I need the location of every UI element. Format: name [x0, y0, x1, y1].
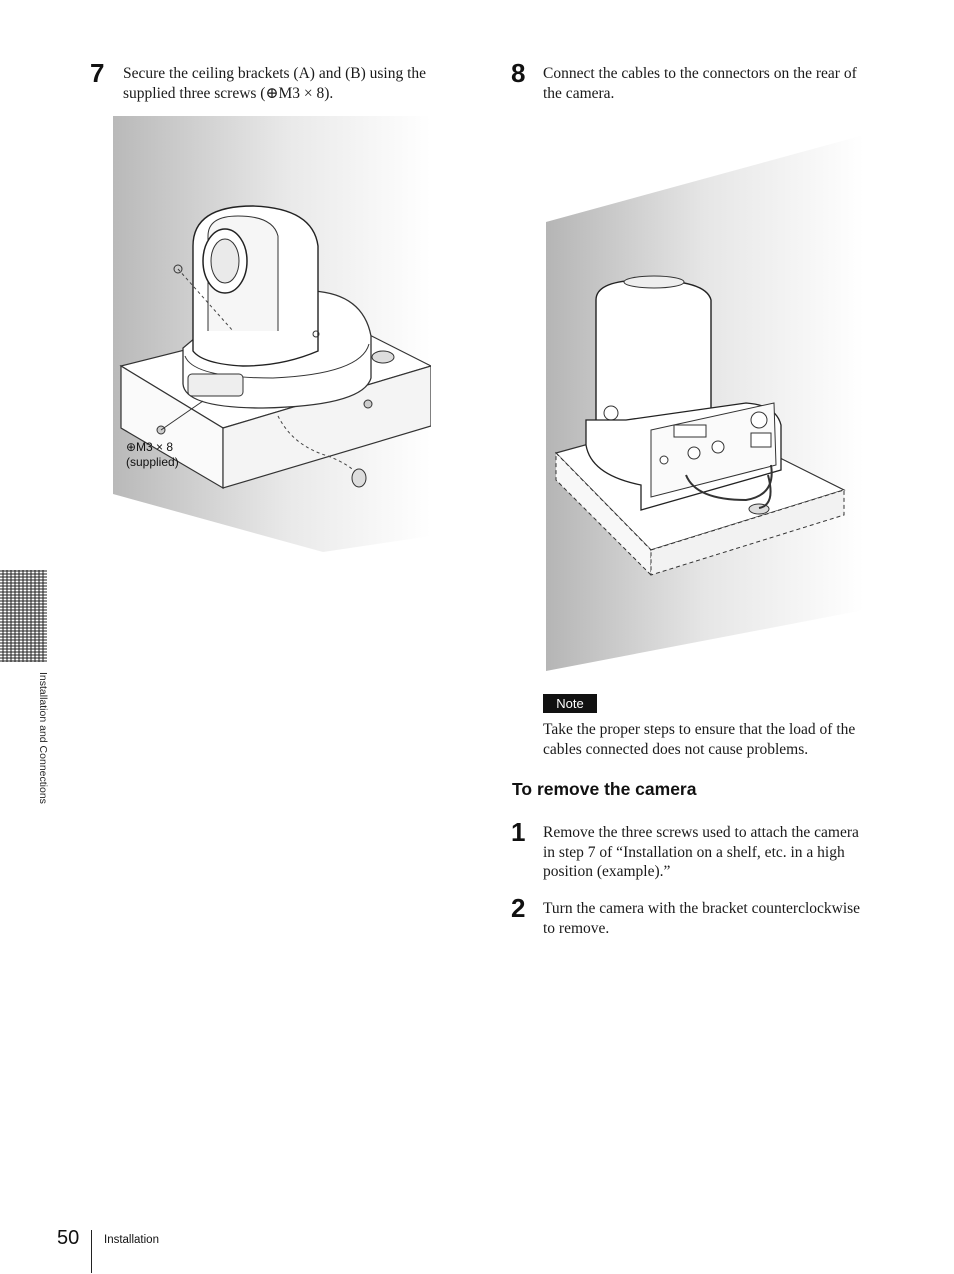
step-7-number: 7 — [90, 58, 105, 88]
remove-step-2-number: 2 — [511, 893, 526, 923]
sidebar-section-tab — [0, 570, 47, 662]
remove-step-1-line1: Remove the three screws used to attach the camera — [543, 824, 859, 841]
step-7-text-line2: supplied three screws (⊕M3 × 8). — [123, 84, 334, 102]
figure-7-screw-callout — [126, 440, 179, 470]
step-8-text-line2: the camera. — [543, 84, 615, 102]
remove-step-2-line2: to remove. — [543, 919, 610, 937]
step-7-text — [123, 64, 426, 103]
note-text-line2: cables connected does not cause problems. — [543, 740, 809, 758]
remove-step-2-line1: Turn the camera with the bracket counterclockwise — [543, 900, 861, 917]
callout-line1: ⊕M3 × 8 — [126, 440, 174, 454]
figure-step-8-camera-rear-connections — [546, 135, 864, 671]
step-8-text — [543, 64, 857, 103]
figure-step-7-camera-ceiling-mount — [113, 116, 431, 552]
callout-line2: (supplied) — [126, 455, 179, 469]
page-number: 50 — [57, 1227, 80, 1249]
remove-step-1-line2: in step 7 of “Installation on a shelf, etc. in a high — [543, 843, 845, 861]
footer-section-label: Installation — [104, 1234, 159, 1246]
remove-step-1-text — [543, 823, 859, 882]
step-8-number: 8 — [511, 58, 526, 88]
sidebar-section-label: Installation and Connections — [37, 672, 49, 804]
step-8-text-line1: Connect the cables to the connectors on the rear of — [543, 65, 857, 82]
footer-divider — [91, 1230, 92, 1273]
note-text — [543, 720, 855, 759]
step-7-text-line1: Secure the ceiling brackets (A) and (B) using the — [123, 65, 427, 82]
remove-camera-heading: To remove the camera — [512, 779, 697, 799]
remove-step-1-number: 1 — [511, 817, 526, 847]
remove-step-2-text — [543, 899, 860, 938]
remove-step-1-line3: position (example).” — [543, 863, 671, 880]
sidebar-stripes — [0, 570, 47, 662]
note-text-line1: Take the proper steps to ensure that the load of the — [543, 721, 856, 738]
note-badge: Note — [543, 694, 597, 713]
